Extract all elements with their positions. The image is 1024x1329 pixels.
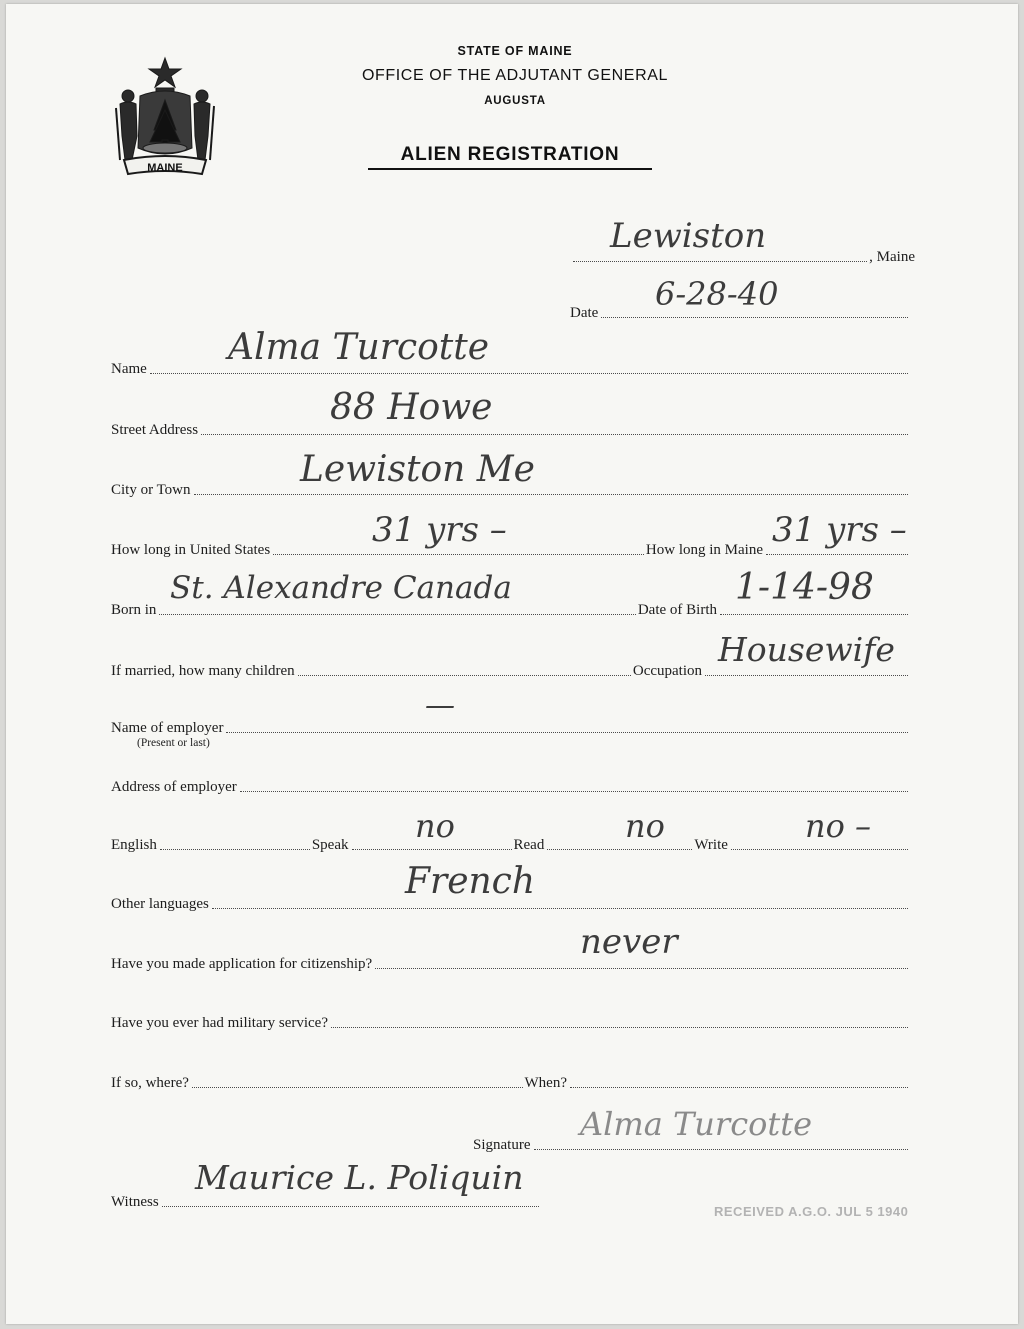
date-of-birth-value: 1-14-98	[735, 567, 874, 608]
maine-state-seal-icon	[110, 56, 220, 178]
maine-label: , Maine	[869, 249, 915, 265]
dotted-leader	[731, 849, 908, 850]
header-city: AUGUSTA	[484, 95, 546, 107]
how-long-us-label: How long in United States	[111, 542, 271, 558]
street-value: 88 Howe	[330, 387, 493, 428]
english-row	[111, 836, 910, 854]
header-state: STATE OF MAINE	[457, 44, 573, 58]
read-value: no	[625, 807, 665, 845]
dotted-leader	[375, 968, 908, 969]
other-languages-label: Other languages	[111, 896, 209, 912]
dotted-leader	[226, 732, 908, 733]
other-languages-value: French	[405, 861, 536, 902]
dotted-leader	[240, 791, 908, 792]
employer-sub-label: (Present or last)	[137, 737, 210, 749]
speak-label: Speak	[311, 837, 349, 853]
dotted-leader	[570, 1087, 908, 1088]
employer-address-label: Address of employer	[111, 779, 237, 795]
received-stamp: RECEIVED A.G.O. JUL 5 1940	[714, 1204, 909, 1219]
married-children-label: If married, how many children	[111, 663, 295, 679]
dotted-leader	[162, 1206, 539, 1207]
employer-address-row	[111, 778, 910, 796]
city-label: City or Town	[111, 482, 191, 498]
citizenship-row	[111, 955, 910, 973]
dotted-leader	[192, 1087, 523, 1088]
employer-name-value: —	[425, 688, 455, 723]
signature-value: Alma Turcotte	[580, 1105, 813, 1143]
street-label: Street Address	[111, 422, 199, 438]
employer-name-label: Name of employer	[111, 720, 224, 736]
born-in-value: St. Alexandre Canada	[170, 570, 512, 606]
form-title: ALIEN REGISTRATION	[368, 144, 652, 170]
military-label: Have you ever had military service?	[111, 1015, 328, 1031]
header-office: OFFICE OF THE ADJUTANT GENERAL	[361, 67, 669, 84]
how-long-maine-value: 31 yrs –	[772, 510, 907, 550]
name-value: Alma Turcotte	[228, 327, 490, 368]
dotted-leader	[212, 908, 908, 909]
how-long-maine-label: How long in Maine	[645, 542, 763, 558]
dotted-leader	[547, 849, 692, 850]
signature-label: Signature	[473, 1137, 531, 1153]
employer-name-row	[111, 719, 910, 737]
when-label: When?	[524, 1075, 567, 1091]
witness-label: Witness	[111, 1194, 159, 1210]
occupation-label: Occupation	[632, 663, 702, 679]
born-in-label: Born in	[111, 602, 157, 618]
seal-motto: MAINE	[147, 162, 183, 174]
speak-value: no	[415, 807, 455, 845]
dotted-leader	[160, 849, 310, 850]
how-long-us-value: 31 yrs –	[372, 510, 507, 550]
dotted-leader	[573, 261, 867, 262]
occupation-value: Housewife	[718, 630, 895, 669]
date-label: Date	[570, 305, 599, 321]
dotted-leader	[201, 434, 908, 435]
write-label: Write	[694, 837, 728, 853]
dotted-leader	[720, 614, 908, 615]
read-label: Read	[513, 837, 545, 853]
dotted-leader	[298, 675, 631, 676]
where-when-row	[111, 1074, 910, 1092]
dotted-leader	[194, 494, 908, 495]
dotted-leader	[273, 554, 644, 555]
english-label: English	[111, 837, 157, 853]
dotted-leader	[331, 1027, 908, 1028]
city-value: Lewiston Me	[300, 449, 535, 490]
street-row	[111, 421, 910, 439]
date-of-birth-label: Date of Birth	[637, 602, 717, 618]
dotted-leader	[705, 675, 908, 676]
write-value: no –	[805, 807, 872, 845]
dotted-leader	[601, 317, 908, 318]
dotted-leader	[159, 614, 635, 615]
dotted-leader	[150, 373, 908, 374]
dotted-leader	[352, 849, 512, 850]
if-so-where-label: If so, where?	[111, 1075, 189, 1091]
dotted-leader	[534, 1149, 909, 1150]
date-value: 6-28-40	[655, 275, 779, 313]
witness-value: Maurice L. Poliquin	[195, 1158, 524, 1197]
citizenship-label: Have you made application for citizenship?	[111, 956, 373, 972]
dotted-leader	[766, 554, 908, 555]
name-label: Name	[111, 361, 147, 377]
military-row	[111, 1014, 910, 1032]
citizenship-value: never	[580, 922, 678, 962]
town-value: Lewiston	[610, 216, 767, 256]
